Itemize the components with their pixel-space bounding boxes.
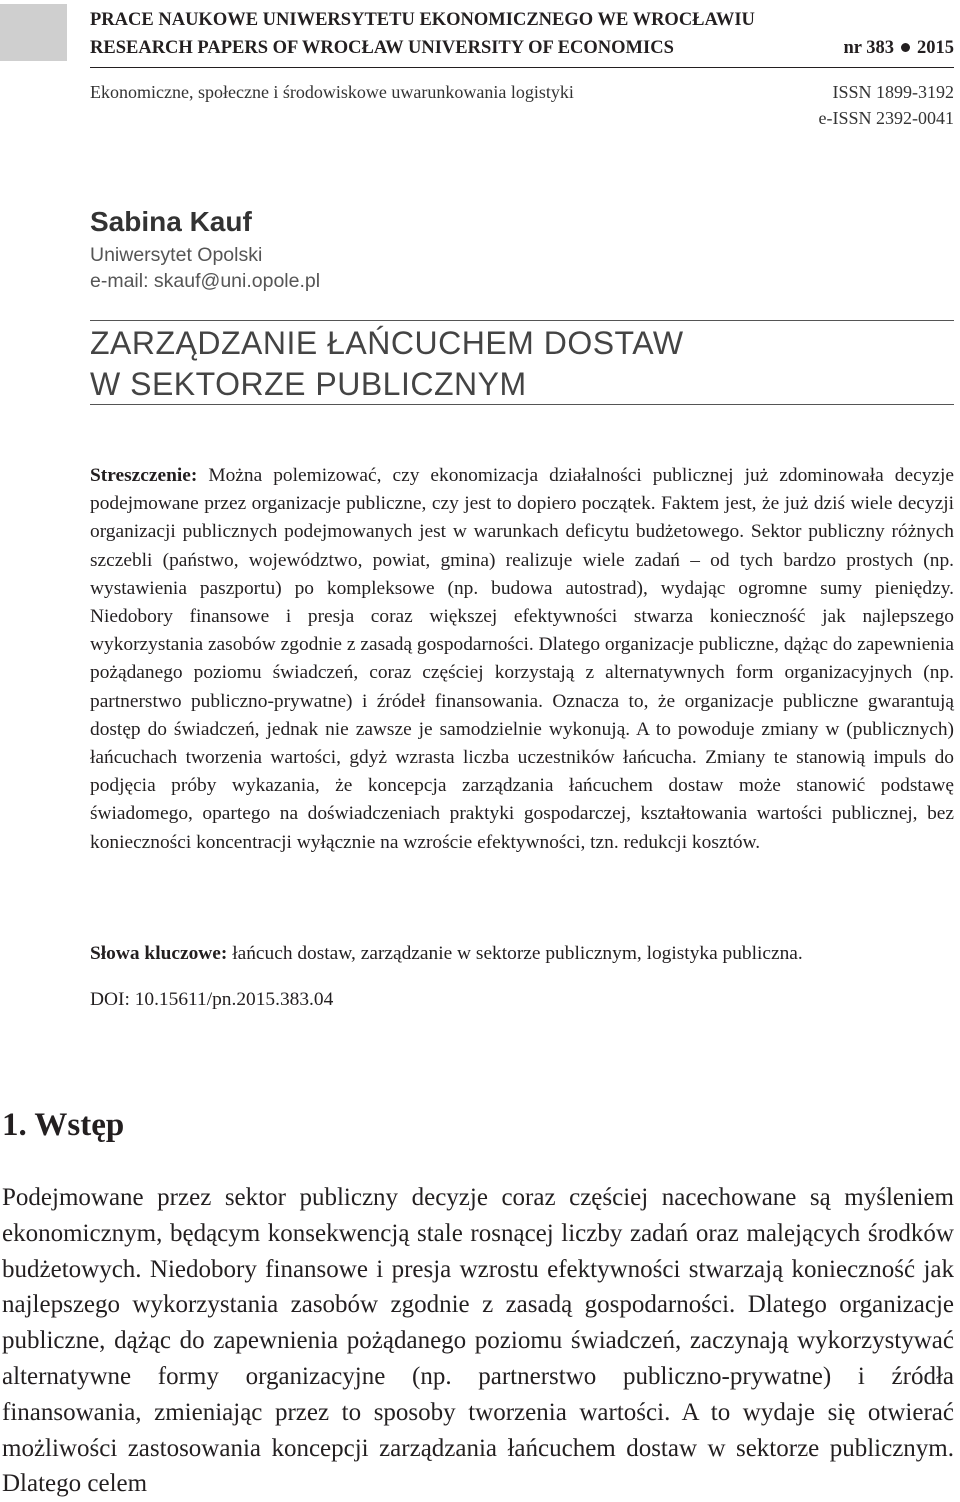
keywords-text: łańcuch dostaw, zarządzanie w sektorze publicznym, logistyka publiczna.	[232, 943, 803, 964]
title-top-rule	[90, 320, 954, 321]
header-divider	[90, 67, 954, 68]
issue-info	[843, 37, 954, 59]
issue-year: 2015	[917, 38, 954, 58]
author-email: e-mail: skauf@uni.opole.pl	[90, 270, 321, 292]
series-block	[90, 79, 954, 128]
title-bottom-rule	[90, 404, 954, 405]
section-body: Podejmowane przez sektor publiczny decyzje coraz częściej nacechowane są myśleniem ekonomicznym, będącym konsekwencją stale rosnącej liczby zadań oraz malejących środków budżetowych. Niedobory finansowe i presja wzrostu efektywności stwarzają konieczność jak najlepszego wykorzystania zasobów zgodnie z zasadą gospodarności. Dlatego organizacje publiczne, dążąc do zapewnienia pożądanego poziomu świadczeń, zaczynają wykorzystywać alternatywne formy organizacyjne (np. partnerstwo publiczno-prywatne) i źródła finansowania, zmieniając przez to sposoby tworzenia wartości. A to wydaje się otwierać możliwości zastosowania koncepcji zarządzania łańcuchem dostaw w sektorze publicznym. Dlatego celem	[2, 1184, 954, 1498]
doi: DOI: 10.15611/pn.2015.383.04	[90, 989, 334, 1010]
issn-block	[819, 79, 955, 131]
article-title	[90, 323, 684, 405]
abstract-text: Można polemizować, czy ekonomizacja działalności publicznej już zdominowała decyzje podejmowane przez organizacje publiczne, czy jest to dopiero początek. Faktem jest, że już dziś wiele decyzji organizacji publicznych podejmowanych jest w warunkach deficytu budżetowego. Sektor publiczny różnych szczebli (państwo, województwo, powiat, gmina) realizuje wiele zadań – od tych bardzo prostych (np. wystawienia paszportu) po kompleksowe (np. budowa autostrad), wydając ogromne sumy pieniędzy. Niedobory finansowe i presja coraz większej efektywności stwarza konieczność jak najlepszego wykorzystania zasobów zgodnie z zasadą gospodarności. Dlatego organizacje publiczne, dążąc do zapewnienia pożądanego poziomu świadczeń, coraz częściej korzystają z alternatywnych form organizacyjnych (np. partnerstwo publiczno-prywatne) i źródeł finansowania. Oznacza to, że organizacje publiczne gwarantują dostęp do świadczeń, jednak nie zawsze je samodzielnie wykonują. A to powoduje zmiany w (publicznych) łańcuchach tworzenia wartości, gdyż wzrasta liczba uczestników łańcucha. Zmiany te stanowią impuls do podjęcia próby wykazania, że koncepcja zarządzania łańcuchem dostaw może stanowić podstawę świadomego, opartego na doświadczeniach praktyki gospodarczej, kształtowania wartości publicznej, bez konieczności koncentracji wyłącznie na wzroście efektywności, tzn. redukcji kosztów.	[90, 465, 954, 853]
eissn: e-ISSN 2392-0041	[818, 108, 954, 128]
issn: ISSN 1899-3192	[832, 82, 954, 102]
author-affiliation-block	[90, 242, 320, 294]
keywords	[90, 940, 954, 968]
journal-title-en-row	[90, 37, 954, 59]
abstract-label: Streszczenie:	[90, 465, 198, 486]
bullet-icon	[901, 43, 910, 52]
article-title-line1: ZARZĄDZANIE ŁAŃCUCHEM DOSTAW	[90, 325, 684, 361]
journal-title-pl: PRACE NAUKOWE UNIWERSYTETU EKONOMICZNEGO WE WROCŁAWIU	[90, 10, 755, 30]
keywords-label: Słowa kluczowe:	[90, 943, 228, 964]
series-title: Ekonomiczne, społeczne i środowiskowe uwarunkowania logistyki	[90, 82, 574, 102]
issue-number: nr 383	[843, 38, 894, 58]
abstract	[90, 462, 954, 857]
author-affiliation: Uniwersytet Opolski	[90, 244, 263, 266]
author-name: Sabina Kauf	[90, 206, 252, 237]
header-gray-block	[0, 4, 67, 61]
journal-title-en: RESEARCH PAPERS OF WROCŁAW UNIVERSITY OF ECONOMICS	[90, 38, 674, 58]
section-heading: 1. Wstęp	[2, 1107, 125, 1143]
article-title-line2: W SEKTORZE PUBLICZNYM	[90, 366, 527, 402]
